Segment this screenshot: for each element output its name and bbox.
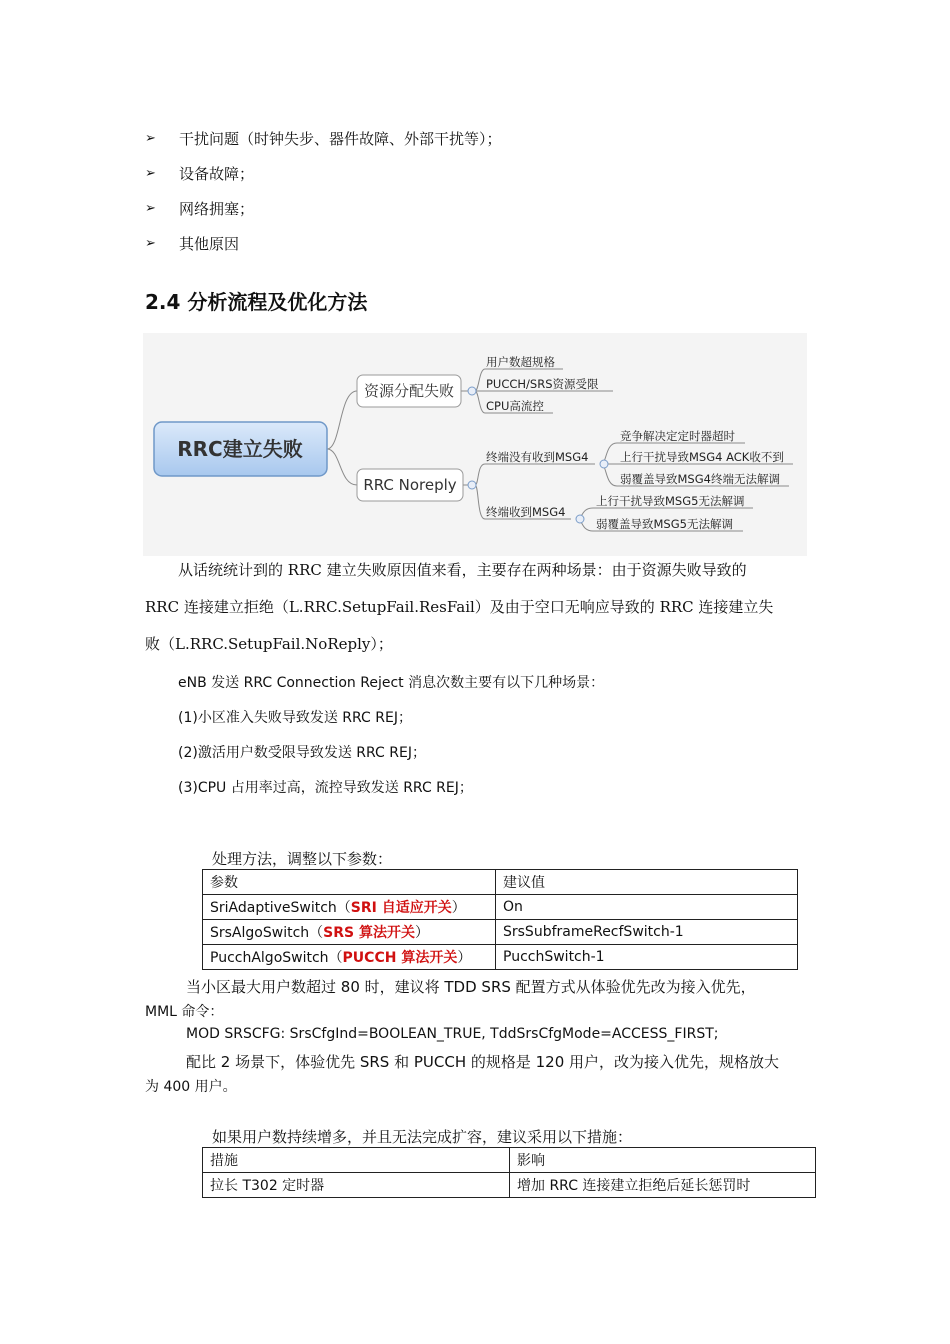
- leaf-label: CPU高流控: [486, 399, 544, 413]
- paragraph-line: MML 命令：: [145, 1004, 224, 1020]
- table-cell: PucchAlgoSwitch（PUCCH 算法开关）: [203, 945, 496, 970]
- section-heading: 2.4 分析流程及优化方法: [145, 290, 368, 314]
- bullet-item: [145, 128, 502, 149]
- leaf-label: 上行干扰导致MSG4 ACK收不到: [620, 450, 784, 464]
- leaf-label: 上行干扰导致MSG5无法解调: [596, 494, 745, 508]
- root-label: RRC建立失败: [177, 437, 303, 461]
- arrow-bullet-icon: ➢: [145, 236, 156, 251]
- table-caption: 如果用户数持续增多，并且无法完成扩容，建议采用以下措施：: [212, 1128, 633, 1146]
- table-row: [203, 920, 798, 945]
- bullet-text: 干扰问题（时钟失步、器件故障、外部干扰等）；: [179, 130, 502, 148]
- table-cell: SrsSubframeRecfSwitch-1: [496, 920, 798, 945]
- arrow-bullet-icon: ➢: [145, 131, 156, 146]
- bullet-text: 网络拥塞；: [179, 200, 255, 218]
- text-line: (2)激活用户数受限导致发送 RRC REJ；: [178, 745, 426, 761]
- text-line: (3)CPU 占用率过高，流控导致发送 RRC REJ；: [178, 780, 473, 796]
- table-cell: 拉长 T302 定时器: [203, 1173, 510, 1198]
- sub-branch-label: 终端没有收到MSG4: [486, 450, 589, 464]
- arrow-bullet-icon: ➢: [145, 166, 156, 181]
- arrow-bullet-icon: ➢: [145, 201, 156, 216]
- leaf-label: 竞争解决定定时器超时: [620, 429, 735, 443]
- table-caption: 处理方法，调整以下参数：: [212, 850, 393, 868]
- table-cell: PucchSwitch-1: [496, 945, 798, 970]
- paragraph-line: 当小区最大用户数超过 80 时，建议将 TDD SRS 配置方式从体验优先改为接入优先，: [186, 978, 756, 996]
- table-cell: 增加 RRC 连接建立拒绝后延长惩罚时: [510, 1173, 816, 1198]
- paragraph-line: RRC 连接建立拒绝（L.RRC.SetupFail.ResFail）及由于空口无响应导致的 RRC 连接建立失: [145, 598, 774, 616]
- table-cell: SrsAlgoSwitch（SRS 算法开关）: [203, 920, 496, 945]
- leaf-label: 弱覆盖导致MSG4终端无法解调: [620, 472, 780, 486]
- paragraph-line: 配比 2 场景下，体验优先 SRS 和 PUCCH 的规格是 120 用户，改为接入优先，规格放大: [186, 1053, 780, 1071]
- command-line: MOD SRSCFG: SrsCfgInd=BOOLEAN_TRUE, TddSrsCfgMode=ACCESS_FIRST;: [186, 1026, 719, 1042]
- table-row: [203, 895, 798, 920]
- paragraph-line: 败（L.RRC.SetupFail.NoReply）；: [145, 635, 393, 653]
- measure-table: [202, 1147, 816, 1198]
- branch-label: 资源分配失败: [363, 382, 455, 400]
- table-header-cell: 措施: [203, 1148, 510, 1173]
- leaf-label: PUCCH/SRS资源受限: [486, 377, 599, 391]
- paragraph-line: 为 400 用户。: [145, 1079, 237, 1095]
- bullet-item: [145, 198, 254, 219]
- table-row: [203, 1173, 816, 1198]
- leaf-label: 用户数超规格: [486, 355, 555, 369]
- table-header-cell: 影响: [510, 1148, 816, 1173]
- table-cell: SriAdaptiveSwitch（SRI 自适应开关）: [203, 895, 496, 920]
- bullet-text: 设备故障；: [179, 165, 255, 183]
- leaf-label: 弱覆盖导致MSG5无法解调: [596, 517, 733, 531]
- table-row: [203, 945, 798, 970]
- bullet-text: 其他原因: [179, 235, 240, 253]
- parameter-table: [202, 869, 798, 970]
- sub-branch-label: 终端收到MSG4: [486, 505, 566, 519]
- branch-label: RRC Noreply: [363, 476, 457, 494]
- table-header-cell: 建议值: [496, 870, 798, 895]
- table-header-cell: 参数: [203, 870, 496, 895]
- paragraph-line: 从话统统计到的 RRC 建立失败原因值来看，主要存在两种场景：由于资源失败导致的: [178, 561, 747, 579]
- bullet-item: [145, 163, 254, 184]
- text-line: eNB 发送 RRC Connection Reject 消息次数主要有以下几种场景：: [178, 675, 605, 691]
- table-cell: On: [496, 895, 798, 920]
- mind-map-diagram: [143, 333, 807, 556]
- text-line: (1)小区准入失败导致发送 RRC REJ；: [178, 710, 412, 726]
- bullet-item: [145, 233, 239, 254]
- table-header-row: [203, 1148, 816, 1173]
- table-header-row: [203, 870, 798, 895]
